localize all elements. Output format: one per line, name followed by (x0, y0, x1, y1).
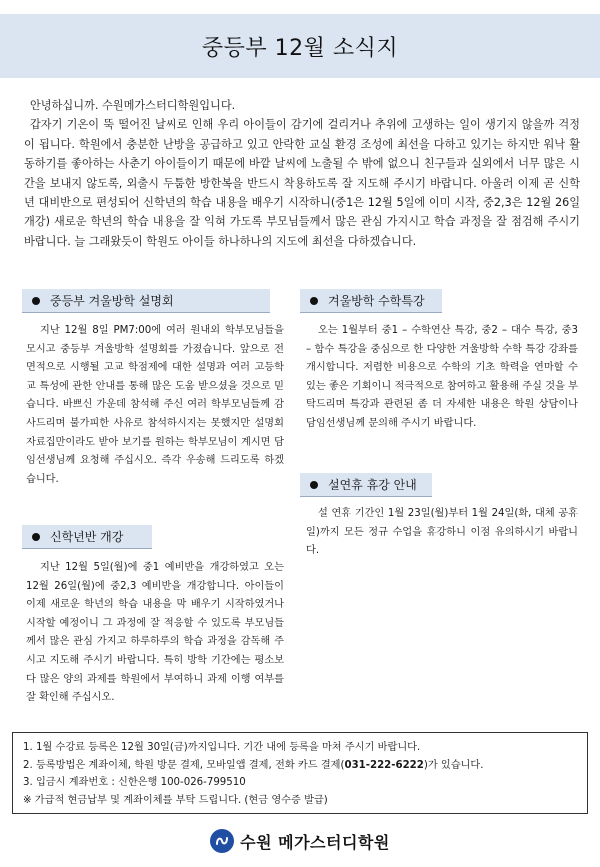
intro-body: 갑자기 기온이 뚝 떨어진 날씨로 인해 우리 아이들이 감기에 걸리거나 추위에 고생하는 일이 생기지 않을까 걱정이 됩니다. 학원에서 충분한 난방을 공급하고 있고 안락한 교실 환경 조성에 최선을 다하고 있기는 하지만 워낙 활동하기를 좋아하는 사춘기 아이들이기 때문에 바깥 날씨에 노출될 수 밖에 없으니 친구들과 실외에서 너무 많은 시간을 보내지 않도록, 외출시 두툼한 방한복을 반드시 착용하도록 잘 지도해 주시기 바랍니다. 아울러 이제 곧 신학년 대비반으로 편성되어 신학년의 학습 내용을 배우기 시작하니(중1은 12월 5일에 이미 시작, 중2,3은 12월 26일 개강) 새로운 학년의 학습 내용을 잘 익혀 가도록 부모님들께서 많은 관심 가지시고 학습 과정을 잘 점검해 주시기 바랍니다. 늘 그래왔듯이 학원도 아이들 하나하나의 지도에 최선을 다하겠습니다. (24, 118, 580, 248)
section-body-holiday: 설 연휴 기간인 1월 23일(월)부터 1월 24일(화, 대체 공휴일)까지 모든 정규 수업을 휴강하니 이점 유의하시기 바랍니다. (306, 508, 578, 557)
academy-logo-icon (210, 829, 234, 853)
notice-box (12, 732, 588, 814)
section-title: 겨울방학 수학특강 (328, 294, 425, 308)
phone-number: 031-222-6222 (344, 759, 424, 771)
bullet-icon (310, 297, 318, 305)
footer-logo (0, 826, 600, 856)
notice-line-3: 3. 입금시 계좌번호 : 신한은행 100-026-799510 (23, 777, 246, 788)
notice-line-1: 1. 1월 수강료 등록은 12월 30일(금)까지입니다. 기간 내에 등록을 마쳐 주시기 바랍니다. (23, 742, 421, 753)
intro-text (24, 96, 580, 251)
section-header-new-term (22, 525, 152, 549)
bullet-icon (32, 297, 40, 305)
section-title: 설연휴 휴강 안내 (328, 478, 417, 492)
bullet-icon (32, 533, 40, 541)
section-header-holiday (300, 473, 432, 497)
intro-greeting: 안녕하십니까. 수원메가스터디학원입니다. (30, 99, 236, 112)
academy-name: 수원 메가스터디학원 (240, 832, 390, 852)
notice-line-4: ※ 가급적 현금납부 및 계좌이체를 부탁 드립니다. (현금 영수증 발급) (23, 794, 328, 806)
section-body-math-special: 오는 1월부터 중1 – 수학연산 특강, 중2 – 대수 특강, 중3 – 함수 특강을 중심으로 한 다양한 겨울방학 수학 특강 강좌를 개시합니다. 저렴한 비용으로 수학의 기초 학력을 연마할 수 있는 좋은 기회이니 적극적으로 참여하고 활용해 주실 것을 부탁드리며 특강과 관련된 좀 더 자세한 내용은 학원 상담이나 담임선생님께 문의해 주시기 바랍니다. (306, 325, 578, 429)
section-title: 중등부 겨울방학 설명회 (50, 294, 174, 308)
notice-line-2: 2. 등록방법은 계좌이체, 학원 방문 결제, 모바일앱 결제, 전화 카드 결제(031-222-6222)가 있습니다. (23, 759, 484, 771)
page-title: 중등부 12월 소식지 (201, 35, 399, 61)
section-body-new-term: 지난 12월 5일(월)에 중1 예비반을 개강하였고 오는 12월 26일(월)에 중2,3 예비반을 개강합니다. 아이들이 이제 새로운 학년의 학습 내용을 막 배우기 시작하였거나 시작할 예정이니 그 과정에 잘 적응할 수 있도록 부모님들께서 많은 관심 가지고 하루하루의 학습 과정을 감독해 주시고 지도해 주시기 바랍니다. 특히 방학 기간에는 평소보다 많은 양의 과제를 학원에서 부여하니 과제 이행 여부를 잘 확인해 주십시오. (26, 562, 284, 704)
section-title: 신학년반 개강 (50, 530, 124, 544)
section-header-winter-briefing (22, 289, 270, 313)
section-body-winter-briefing: 지난 12월 8일 PM7:00에 여러 원내외 학부모님들을 모시고 중등부 겨울방학 설명회를 가졌습니다. 앞으로 전면적으로 시행될 고교 학점제에 대한 설명과 여러 고등학교 특성에 관한 안내를 통해 많은 도움 받으셨을 것으로 믿습니다. 바쁘신 가운데 참석해 주신 여러 학부모님들께 감사드리며 불가피한 사유로 참석하시지는 못했지만 설명회 자료집만이라도 받아 보기를 원하는 학부모님이 계시면 담임선생님께 요청해 주십시오. 즉각 우송해 드리도록 하겠습니다. (26, 325, 284, 485)
title-band (0, 14, 600, 78)
section-header-math-special (300, 289, 442, 313)
bullet-icon (310, 481, 318, 489)
